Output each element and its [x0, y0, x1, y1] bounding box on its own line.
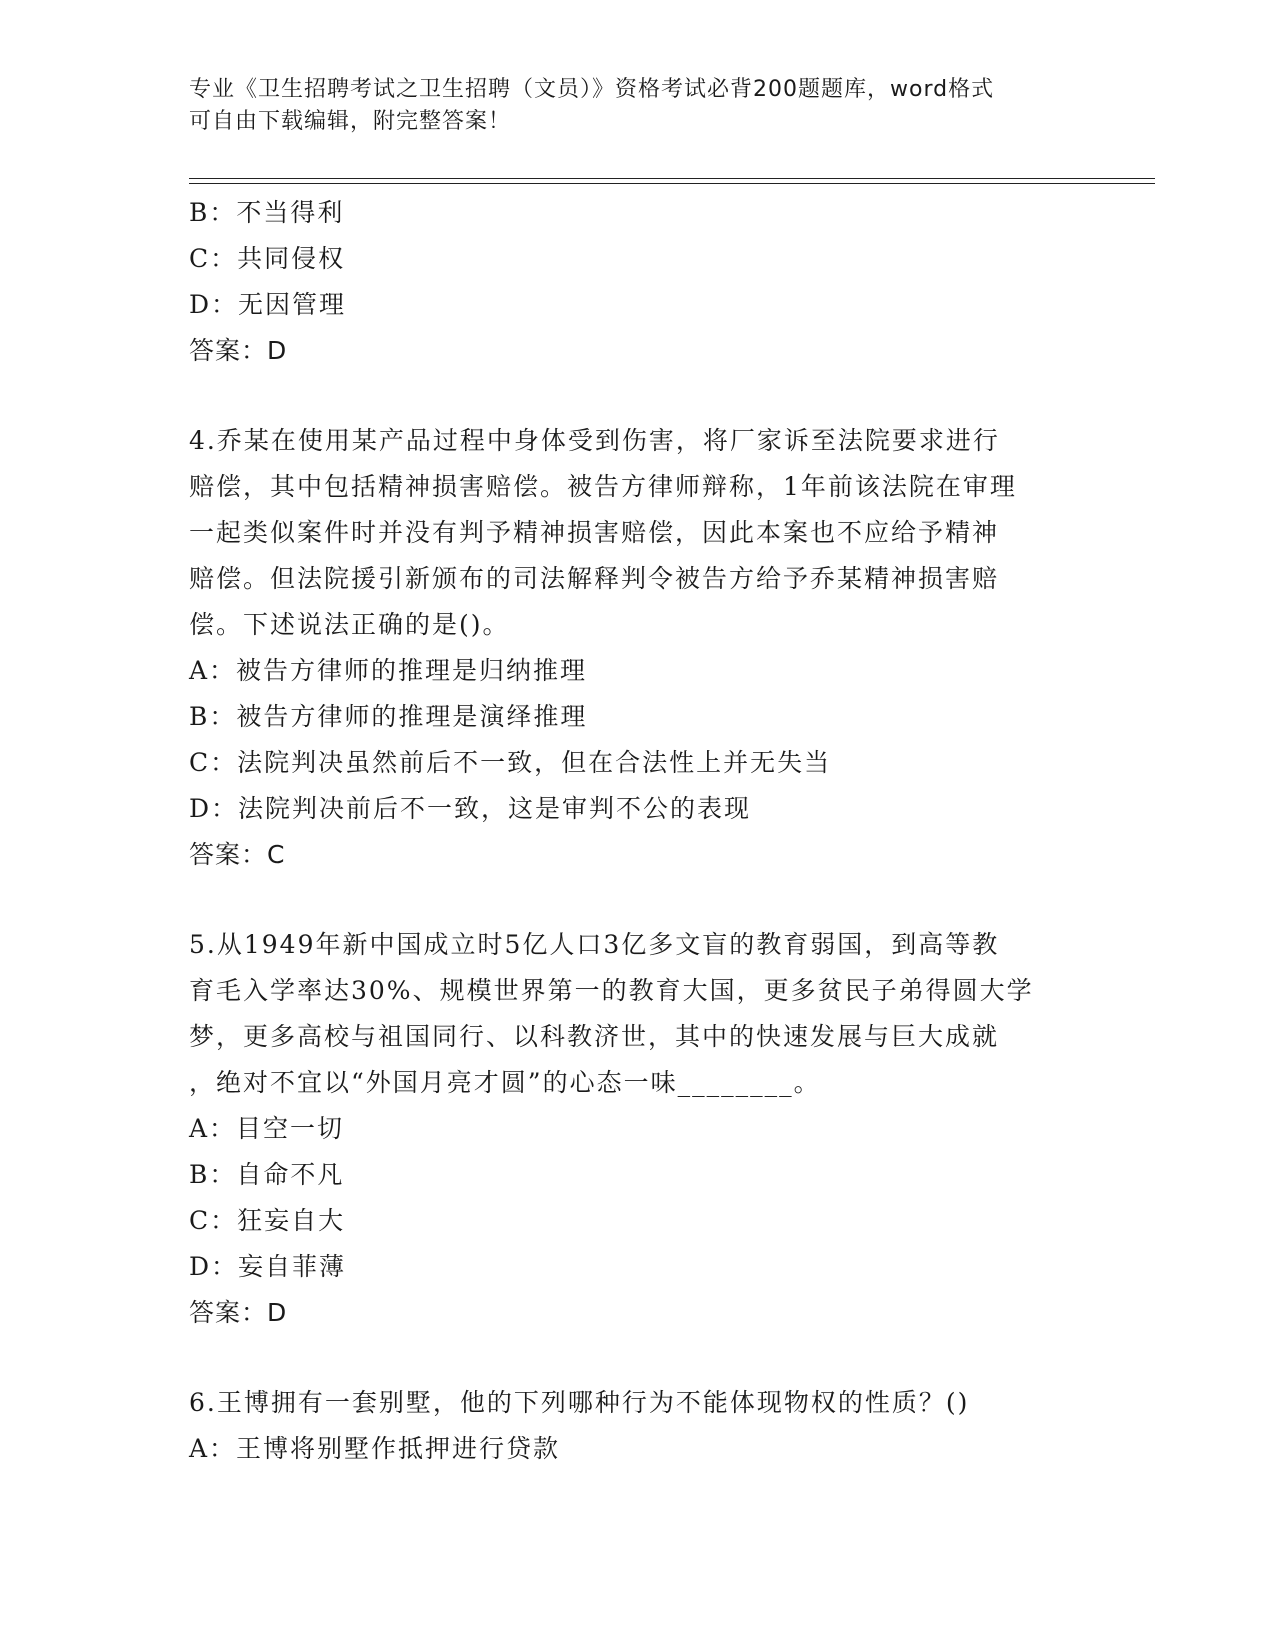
question-4 — [189, 418, 1089, 878]
header-line-1: 专业《卫生招聘考试之卫生招聘（文员）》资格考试必背200题题库，word格式 — [189, 77, 995, 102]
question-list — [189, 190, 1089, 1472]
option-b: B：自命不凡 — [189, 1160, 345, 1189]
question-6 — [189, 1380, 1089, 1472]
option-a: A：被告方律师的推理是归纳推理 — [189, 656, 588, 685]
header-divider-top — [189, 178, 1155, 179]
option-d: D：法院判决前后不一致，这是审判不公的表现 — [189, 794, 752, 823]
question-text-line: 偿。下述说法正确的是()。 — [189, 610, 510, 639]
option-b: B：不当得利 — [189, 198, 345, 227]
answer-line: 答案：C — [189, 840, 286, 869]
question-3-tail — [189, 190, 1089, 374]
option-a: A：王博将别墅作抵押进行贷款 — [189, 1434, 561, 1463]
header-line-2: 可自由下载编辑，附完整答案！ — [189, 109, 512, 134]
option-c: C：法院判决虽然前后不一致，但在合法性上并无失当 — [189, 748, 832, 777]
option-c: C：共同侵权 — [189, 244, 346, 273]
question-text-line: 赔偿。但法院援引新颁布的司法解释判令被告方给予乔某精神损害赔 — [189, 564, 1000, 593]
document-header — [189, 74, 1089, 138]
question-5 — [189, 922, 1089, 1336]
question-text-line: ，绝对不宜以“外国月亮才圆”的心态一味________。 — [189, 1068, 821, 1097]
question-text-line: 育毛入学率达30%、规模世界第一的教育大国，更多贫民子弟得圆大学 — [189, 976, 1034, 1005]
question-text-line: 梦，更多高校与祖国同行、以科教济世，其中的快速发展与巨大成就 — [189, 1022, 1000, 1051]
option-b: B：被告方律师的推理是演绎推理 — [189, 702, 588, 731]
question-text-line: 4.乔某在使用某产品过程中身体受到伤害，将厂家诉至法院要求进行 — [189, 426, 1000, 455]
header-divider-bottom — [189, 183, 1155, 184]
option-d: D：妄自菲薄 — [189, 1252, 347, 1281]
option-d: D：无因管理 — [189, 290, 347, 319]
answer-line: 答案：D — [189, 1298, 288, 1327]
question-text-line: 赔偿，其中包括精神损害赔偿。被告方律师辩称，1年前该法院在审理 — [189, 472, 1017, 501]
option-c: C：狂妄自大 — [189, 1206, 346, 1235]
question-text-line: 5.从1949年新中国成立时5亿人口3亿多文盲的教育弱国，到高等教 — [189, 930, 1000, 959]
option-a: A：目空一切 — [189, 1114, 345, 1143]
question-text-line: 一起类似案件时并没有判予精神损害赔偿，因此本案也不应给予精神 — [189, 518, 1000, 547]
answer-line: 答案：D — [189, 336, 288, 365]
question-text-line: 6.王博拥有一套别墅，他的下列哪种行为不能体现物权的性质？() — [189, 1388, 970, 1417]
